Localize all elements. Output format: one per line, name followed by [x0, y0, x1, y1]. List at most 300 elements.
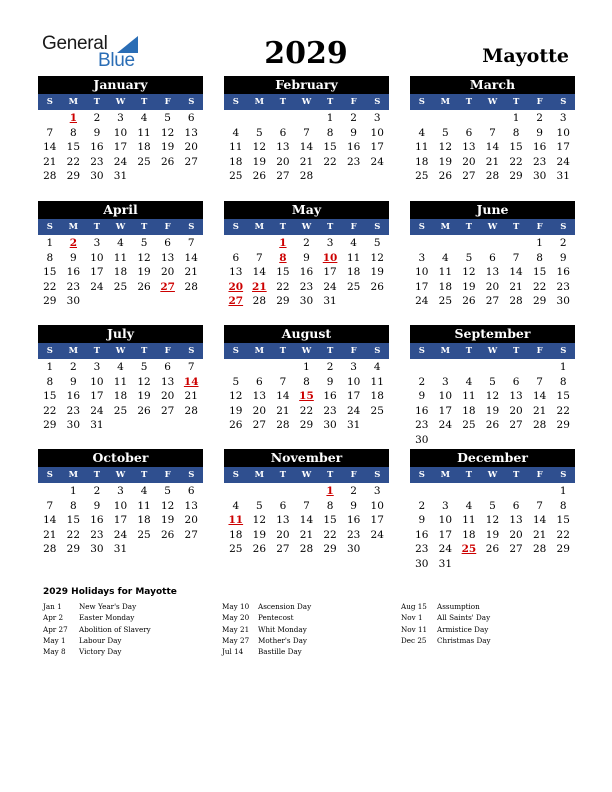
holiday-name: Pentecost [258, 613, 294, 623]
day-grid [410, 483, 575, 571]
day-cell: 19 [252, 155, 267, 168]
day-cell: 31 [113, 543, 128, 555]
month-june [410, 201, 575, 309]
day-cell: 12 [462, 266, 476, 278]
day-cell: 5 [140, 237, 148, 249]
day-cell: 8 [559, 375, 567, 388]
holiday-day: 27 [160, 280, 175, 293]
holiday-row [222, 646, 311, 657]
day-cell: 23 [346, 155, 361, 168]
day-cell: 18 [113, 390, 128, 402]
day-cell: 12 [137, 251, 151, 264]
day-cell: 6 [187, 112, 195, 124]
day-cell: 13 [229, 266, 243, 278]
day-cell: 31 [556, 170, 570, 182]
holiday-name: Christmas Day [437, 635, 491, 645]
day-cell: 21 [532, 528, 547, 541]
day-cell: 16 [346, 514, 361, 526]
day-cell: 16 [415, 404, 429, 417]
weekday-label: S [374, 222, 381, 232]
day-cell: 4 [232, 499, 240, 512]
day-cell: 24 [438, 543, 453, 555]
holiday-date: May 1 [43, 635, 66, 645]
day-cell: 2 [418, 375, 426, 388]
day-cell: 15 [509, 141, 523, 153]
weekday-header [410, 94, 575, 110]
day-cell: 29 [509, 170, 523, 182]
empty-day-cell [271, 111, 295, 126]
day-cell: 10 [370, 126, 384, 139]
day-cell: 2 [418, 499, 426, 512]
day-cell: 24 [346, 404, 361, 417]
day-cell: 11 [462, 390, 476, 402]
day-cell: 19 [485, 528, 500, 541]
day-cell: 4 [442, 251, 449, 264]
day-cell: 2 [559, 237, 567, 249]
day-cell: 4 [465, 375, 473, 388]
holiday-column [401, 601, 491, 646]
day-cell: 24 [415, 295, 429, 307]
day-cell: 6 [279, 126, 287, 139]
weekday-label: S [418, 470, 425, 480]
day-cell: 29 [556, 543, 570, 555]
weekday-label: F [164, 346, 171, 356]
holiday-day: 10 [322, 251, 338, 264]
weekday-label: S [188, 470, 195, 480]
empty-day-cell [248, 360, 272, 375]
day-cell: 7 [536, 375, 543, 388]
weekday-label: S [46, 470, 53, 480]
day-cell: 18 [346, 266, 361, 278]
day-cell: 11 [346, 251, 361, 264]
day-cell: 27 [184, 155, 198, 168]
empty-day-cell [481, 484, 505, 499]
weekday-label: T [279, 222, 287, 232]
day-cell: 21 [532, 404, 547, 417]
empty-day-cell [457, 236, 481, 251]
month-april [38, 201, 203, 309]
empty-day-cell [295, 484, 319, 499]
day-cell: 2 [326, 361, 334, 373]
day-cell: 12 [485, 390, 500, 402]
day-cell: 9 [350, 126, 357, 139]
weekday-label: M [68, 346, 79, 356]
empty-day-cell [528, 484, 552, 499]
holiday-name: All Saints' Day [437, 613, 491, 623]
day-cell: 12 [137, 375, 151, 388]
day-cell: 3 [326, 237, 334, 249]
day-cell: 14 [532, 390, 547, 402]
day-cell: 15 [66, 141, 81, 153]
day-cell: 23 [415, 419, 429, 431]
weekday-label: M [440, 346, 451, 356]
day-cell: 12 [252, 141, 267, 153]
day-cell: 28 [184, 404, 198, 417]
day-cell: 29 [43, 419, 57, 431]
day-cell: 7 [187, 237, 195, 249]
day-cell: 31 [113, 170, 128, 182]
day-cell: 28 [485, 170, 500, 182]
day-cell: 16 [532, 141, 547, 153]
month-january [38, 76, 203, 184]
weekday-label: T [512, 97, 520, 107]
day-cell: 12 [160, 499, 175, 512]
day-cell: 24 [370, 155, 384, 168]
day-cell: 23 [90, 155, 104, 168]
day-cell: 22 [556, 528, 570, 541]
day-cell: 20 [485, 280, 500, 293]
day-cell: 4 [140, 485, 148, 497]
weekday-label: M [440, 222, 451, 232]
day-cell: 24 [90, 404, 104, 417]
day-cell: 12 [252, 514, 267, 526]
month-name: August [224, 325, 389, 343]
day-cell: 30 [66, 295, 81, 307]
day-cell: 8 [326, 126, 334, 139]
holiday-date: May 20 [222, 613, 250, 623]
day-cell: 25 [137, 528, 151, 541]
day-cell: 5 [256, 499, 263, 512]
day-cell: 21 [299, 528, 314, 541]
weekday-label: M [254, 346, 265, 356]
day-cell: 2 [350, 485, 357, 497]
holiday-row [401, 624, 491, 635]
weekday-label: S [374, 346, 381, 356]
holiday-row [43, 635, 151, 646]
holiday-name: Victory Day [79, 647, 122, 657]
day-cell: 22 [323, 528, 337, 541]
day-cell: 11 [438, 266, 453, 278]
month-february [224, 76, 389, 184]
day-cell: 30 [556, 295, 570, 307]
holiday-day: 25 [461, 543, 477, 555]
day-cell: 4 [350, 237, 357, 249]
day-cell: 10 [438, 514, 453, 526]
day-cell: 24 [556, 155, 570, 168]
day-grid [224, 110, 389, 184]
day-cell: 17 [90, 390, 104, 402]
day-cell: 14 [252, 266, 267, 278]
weekday-label: F [350, 97, 357, 107]
day-cell: 14 [276, 390, 290, 402]
day-cell: 16 [66, 266, 81, 278]
holiday-day: 21 [252, 280, 267, 293]
weekday-label: W [115, 222, 126, 232]
day-cell: 18 [229, 528, 243, 541]
empty-day-cell [434, 111, 458, 126]
day-cell: 29 [276, 295, 290, 307]
holiday-name: Labour Day [79, 635, 122, 645]
holiday-day: 27 [228, 295, 244, 307]
day-cell: 8 [536, 251, 543, 264]
day-cell: 3 [418, 251, 426, 264]
empty-day-cell [504, 236, 528, 251]
day-cell: 29 [532, 295, 547, 307]
weekday-header [38, 219, 203, 235]
day-cell: 10 [113, 126, 128, 139]
weekday-header [224, 343, 389, 359]
day-cell: 15 [556, 514, 570, 526]
day-grid [410, 110, 575, 184]
day-cell: 23 [66, 404, 81, 417]
holiday-date: Jan 1 [43, 602, 62, 611]
weekday-label: W [301, 97, 312, 107]
day-cell: 20 [509, 404, 523, 417]
empty-day-cell [457, 111, 481, 126]
empty-day-cell [434, 360, 458, 375]
weekday-header [224, 94, 389, 110]
weekday-label: W [115, 97, 126, 107]
day-cell: 15 [532, 266, 547, 278]
day-grid [38, 483, 203, 557]
day-cell: 28 [532, 419, 547, 431]
day-cell: 17 [113, 141, 128, 153]
day-cell: 6 [279, 499, 287, 512]
holiday-day: 1 [326, 485, 334, 497]
weekday-label: M [440, 470, 451, 480]
day-cell: 21 [299, 155, 314, 168]
weekday-label: S [232, 470, 239, 480]
day-cell: 20 [509, 528, 523, 541]
holiday-row [401, 635, 491, 646]
day-cell: 23 [556, 280, 570, 293]
day-cell: 27 [276, 543, 290, 555]
day-cell: 23 [415, 543, 429, 555]
holiday-date: Nov 11 [401, 624, 428, 634]
weekday-label: S [232, 97, 239, 107]
day-cell: 13 [509, 514, 523, 526]
weekday-label: T [512, 470, 520, 480]
day-cell: 6 [187, 485, 195, 497]
holiday-row [222, 624, 311, 635]
empty-day-cell [434, 236, 458, 251]
weekday-header [38, 467, 203, 483]
day-cell: 28 [532, 543, 547, 555]
day-cell: 14 [43, 514, 57, 526]
month-name: September [410, 325, 575, 343]
day-cell: 3 [117, 485, 124, 497]
day-cell: 22 [323, 155, 337, 168]
day-cell: 24 [370, 528, 384, 541]
day-cell: 29 [66, 543, 81, 555]
day-cell: 28 [252, 295, 267, 307]
day-cell: 12 [370, 251, 384, 264]
holiday-name: Abolition of Slavery [79, 624, 151, 634]
weekday-label: S [188, 346, 195, 356]
day-cell: 9 [536, 126, 543, 139]
holiday-day: 15 [299, 390, 314, 402]
weekday-header [38, 94, 203, 110]
day-cell: 13 [184, 126, 198, 139]
empty-day-cell [410, 236, 434, 251]
day-cell: 30 [299, 295, 314, 307]
day-cell: 17 [370, 514, 384, 526]
day-cell: 8 [559, 499, 567, 512]
weekday-label: T [512, 222, 520, 232]
day-cell: 17 [113, 514, 128, 526]
day-cell: 25 [370, 404, 384, 417]
day-cell: 1 [559, 485, 567, 497]
day-cell: 18 [438, 280, 453, 293]
day-cell: 8 [70, 499, 77, 512]
weekday-label: M [254, 222, 265, 232]
day-cell: 6 [232, 251, 240, 264]
day-cell: 3 [373, 112, 381, 124]
day-cell: 14 [532, 514, 547, 526]
weekday-header [224, 219, 389, 235]
holidays-title: 2029 Holidays for Mayotte [43, 587, 177, 597]
weekday-label: S [560, 222, 567, 232]
day-cell: 6 [465, 126, 473, 139]
holiday-day: 1 [69, 112, 77, 124]
day-cell: 29 [299, 419, 314, 431]
day-cell: 18 [229, 155, 243, 168]
day-cell: 31 [323, 295, 337, 307]
weekday-label: S [560, 346, 567, 356]
day-cell: 23 [532, 155, 547, 168]
day-cell: 2 [350, 112, 357, 124]
day-cell: 17 [323, 266, 337, 278]
weekday-label: S [418, 97, 425, 107]
day-cell: 4 [117, 237, 124, 249]
empty-day-cell [38, 484, 62, 499]
weekday-label: F [164, 222, 171, 232]
empty-day-cell [528, 360, 552, 375]
weekday-label: S [560, 97, 567, 107]
day-cell: 24 [438, 419, 453, 431]
day-cell: 10 [113, 499, 128, 512]
day-cell: 14 [299, 514, 314, 526]
day-cell: 1 [559, 361, 567, 373]
day-cell: 23 [66, 280, 81, 293]
day-cell: 11 [137, 499, 151, 512]
day-cell: 22 [66, 528, 81, 541]
day-cell: 8 [303, 375, 310, 388]
day-cell: 16 [90, 514, 104, 526]
weekday-label: T [465, 470, 473, 480]
day-cell: 26 [438, 170, 453, 182]
day-cell: 22 [299, 404, 314, 417]
day-cell: 19 [438, 155, 453, 168]
weekday-label: T [326, 470, 334, 480]
day-cell: 3 [559, 112, 567, 124]
day-cell: 13 [462, 141, 476, 153]
day-cell: 14 [299, 141, 314, 153]
day-cell: 6 [164, 361, 171, 373]
day-cell: 18 [415, 155, 429, 168]
day-cell: 21 [43, 155, 57, 168]
day-cell: 3 [373, 485, 381, 497]
day-cell: 30 [90, 170, 104, 182]
day-cell: 18 [113, 266, 128, 278]
day-cell: 1 [46, 237, 54, 249]
empty-day-cell [38, 111, 62, 126]
day-cell: 15 [323, 141, 337, 153]
holiday-date: Apr 2 [43, 613, 64, 623]
day-cell: 17 [346, 390, 361, 402]
weekday-label: W [115, 470, 126, 480]
day-cell: 16 [346, 141, 361, 153]
weekday-label: T [140, 470, 148, 480]
day-cell: 5 [465, 251, 473, 264]
day-cell: 25 [229, 170, 243, 182]
day-cell: 6 [489, 251, 496, 264]
logo-text-general: General [42, 33, 108, 54]
day-cell: 22 [532, 280, 547, 293]
empty-day-cell [295, 111, 319, 126]
day-cell: 1 [512, 112, 520, 124]
day-cell: 24 [90, 280, 104, 293]
day-cell: 22 [556, 404, 570, 417]
day-cell: 5 [140, 361, 148, 373]
empty-day-cell [224, 111, 248, 126]
day-cell: 25 [113, 404, 128, 417]
day-cell: 30 [66, 419, 81, 431]
day-cell: 21 [276, 404, 290, 417]
day-grid [410, 235, 575, 309]
day-cell: 27 [485, 295, 500, 307]
day-cell: 15 [276, 266, 290, 278]
day-cell: 30 [346, 543, 361, 555]
empty-day-cell [248, 484, 272, 499]
day-cell: 5 [164, 485, 171, 497]
weekday-label: T [279, 346, 287, 356]
day-cell: 16 [323, 390, 337, 402]
holiday-name: Armistice Day [437, 624, 489, 634]
month-august [224, 325, 389, 433]
weekday-label: T [140, 97, 148, 107]
empty-day-cell [271, 484, 295, 499]
day-cell: 27 [276, 170, 290, 182]
day-cell: 26 [160, 528, 175, 541]
day-cell: 4 [232, 126, 240, 139]
empty-day-cell [434, 484, 458, 499]
day-cell: 10 [415, 266, 429, 278]
day-cell: 26 [229, 419, 243, 431]
weekday-label: W [487, 97, 498, 107]
month-name: November [224, 449, 389, 467]
weekday-label: T [326, 346, 334, 356]
day-cell: 22 [66, 155, 81, 168]
holiday-name: Easter Monday [79, 613, 135, 623]
weekday-label: W [115, 346, 126, 356]
holiday-name: Ascension Day [258, 602, 312, 611]
day-cell: 5 [489, 499, 496, 512]
holiday-date: Jul 14 [222, 647, 244, 657]
day-cell: 18 [462, 528, 476, 541]
day-cell: 11 [137, 126, 151, 139]
holiday-row [222, 601, 311, 612]
day-cell: 10 [90, 251, 104, 264]
day-cell: 28 [299, 543, 314, 555]
weekday-label: T [93, 346, 101, 356]
day-cell: 5 [373, 237, 381, 249]
weekday-label: T [279, 97, 287, 107]
day-cell: 21 [485, 155, 500, 168]
day-cell: 28 [43, 543, 57, 555]
month-name: February [224, 76, 389, 94]
day-cell: 2 [536, 112, 543, 124]
empty-day-cell [248, 111, 272, 126]
day-cell: 7 [46, 126, 54, 139]
day-cell: 6 [164, 237, 171, 249]
day-cell: 23 [299, 280, 314, 293]
holiday-date: May 10 [222, 602, 250, 611]
day-cell: 15 [556, 390, 570, 402]
day-cell: 18 [370, 390, 384, 402]
holiday-date: May 27 [222, 635, 250, 645]
weekday-header [410, 343, 575, 359]
